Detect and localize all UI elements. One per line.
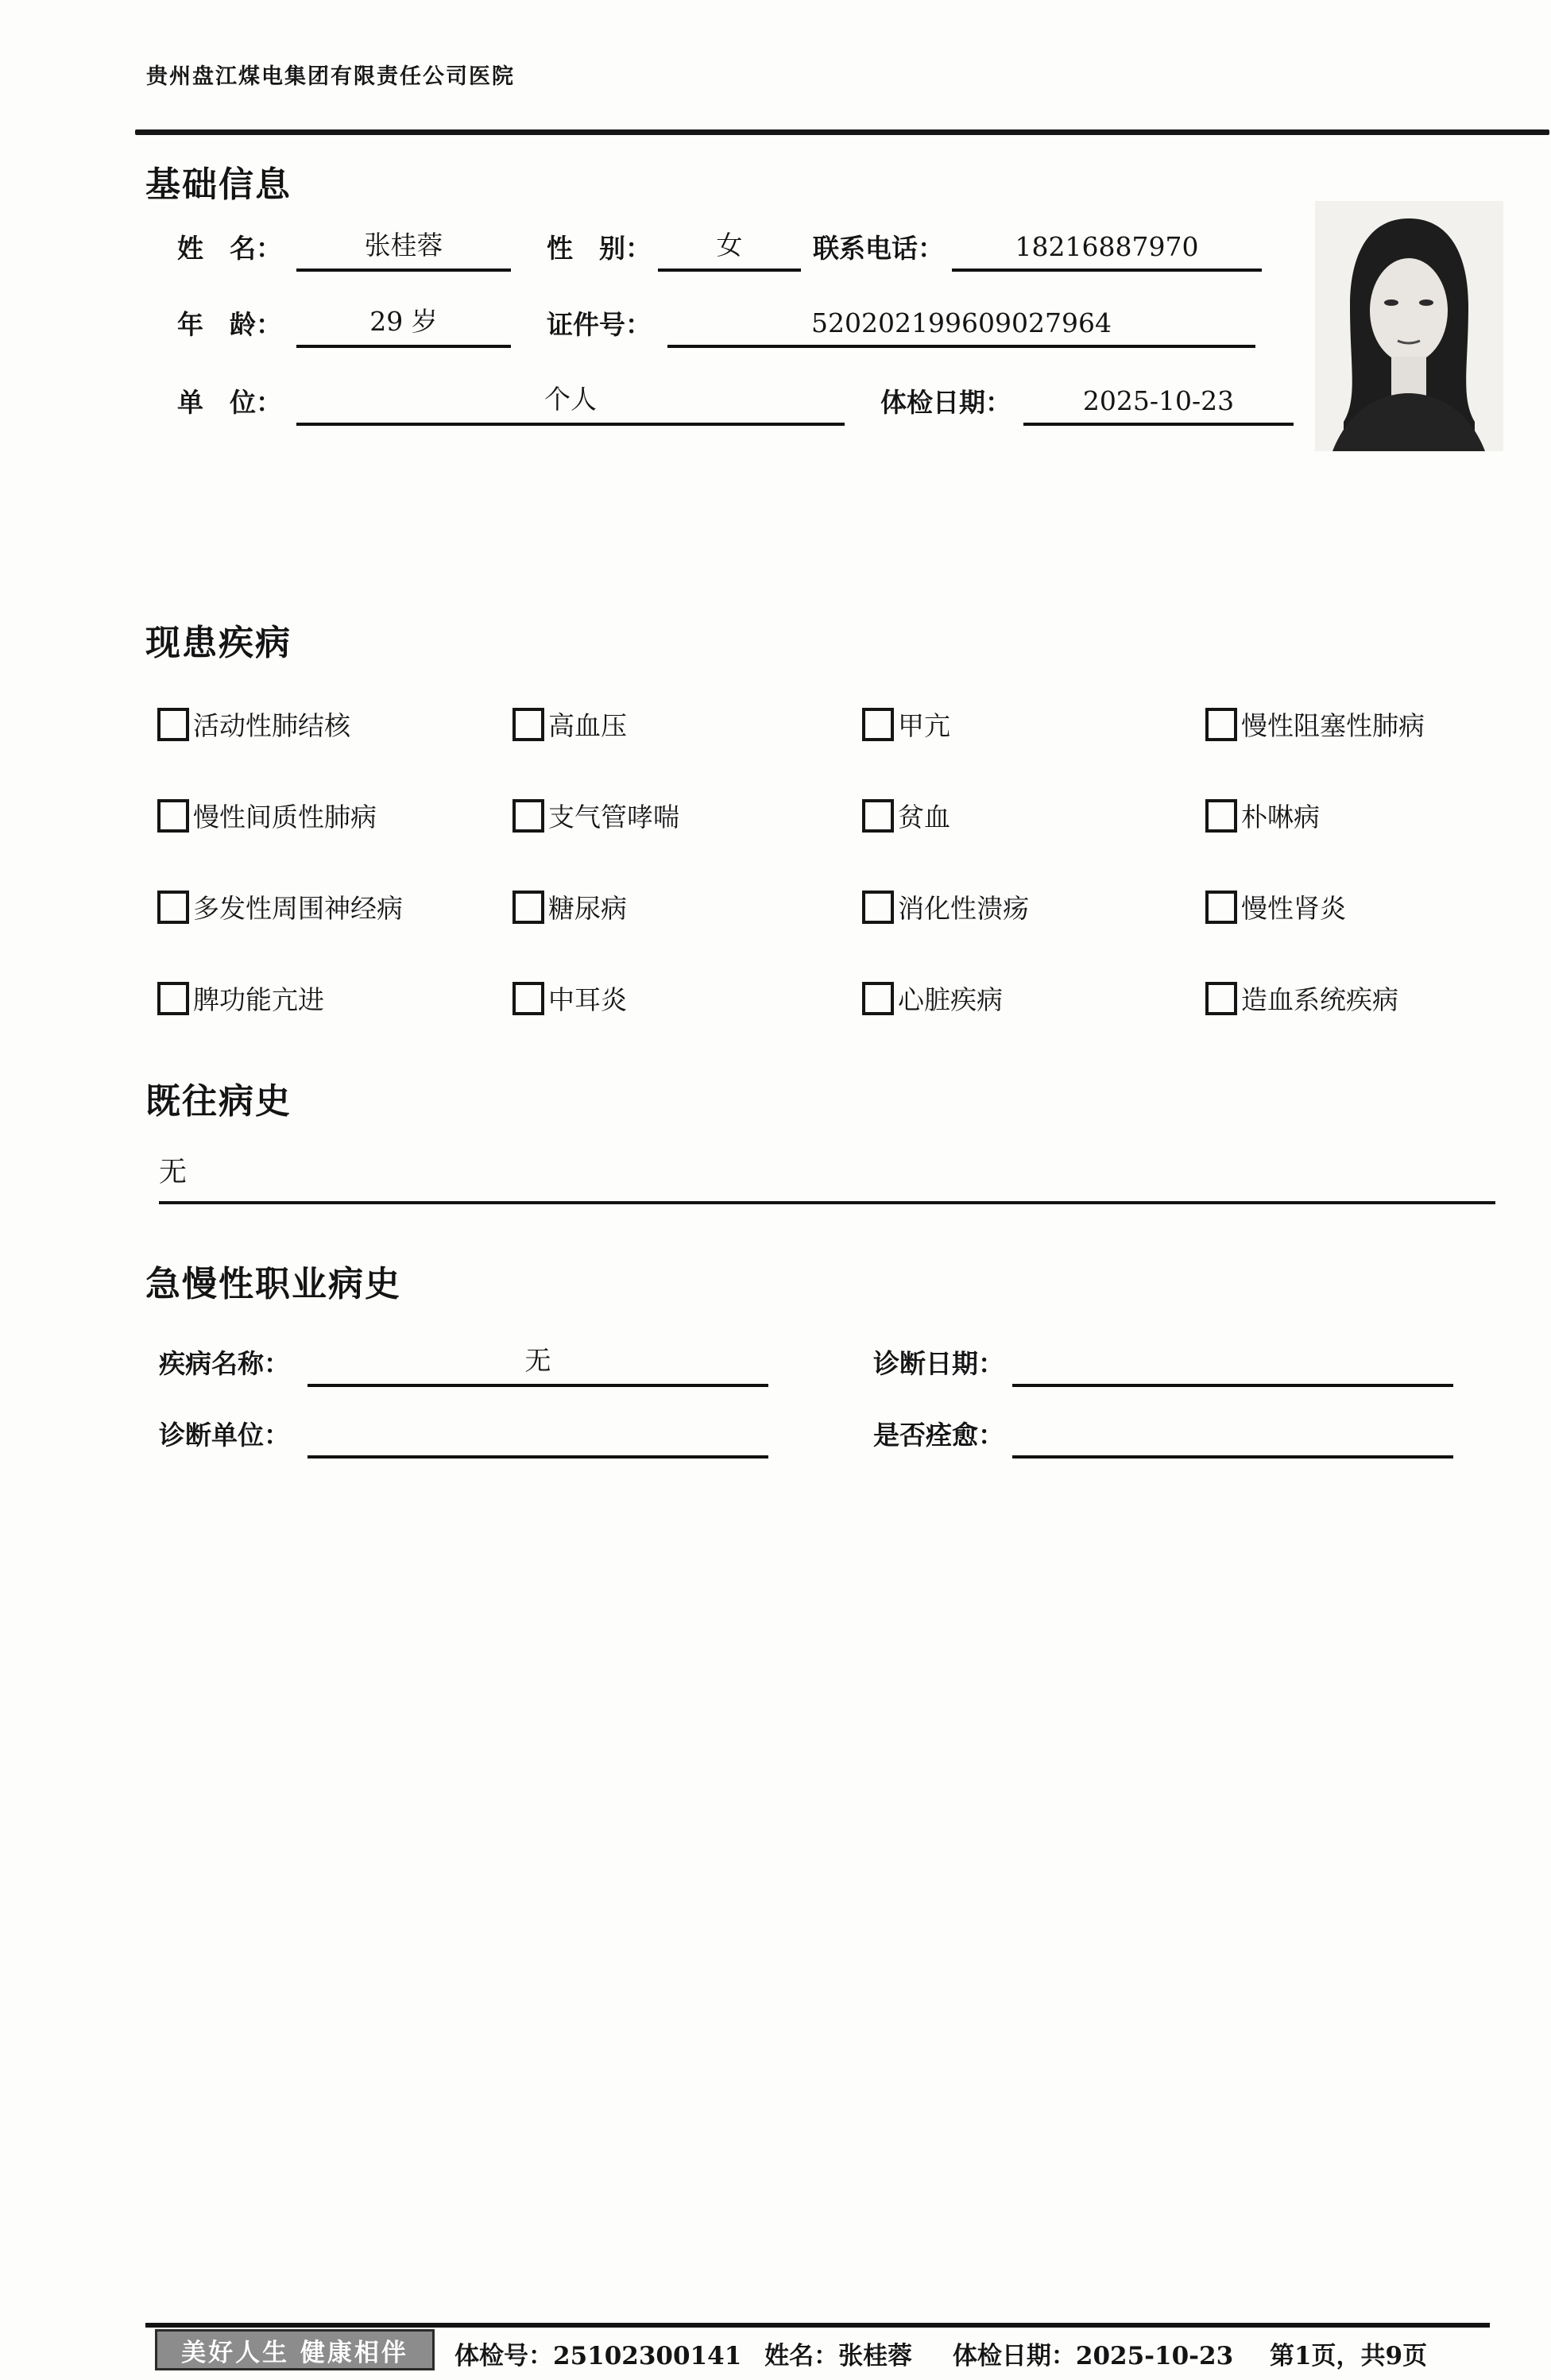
diagnosis-date-label: 诊断日期： <box>873 1348 1004 1379</box>
id-number-label: 证件号： <box>547 309 652 340</box>
disease-label: 中耳炎 <box>548 984 627 1015</box>
past-history-value: 无 <box>159 1157 188 1188</box>
occupational-row-1 <box>145 1341 1502 1387</box>
checkbox-icon[interactable] <box>157 891 189 924</box>
disease-item <box>862 797 1205 834</box>
section-title-current-diseases: 现患疾病 <box>145 623 292 663</box>
disease-item <box>1205 888 1511 925</box>
age-value: 29 岁 <box>296 301 511 348</box>
disease-item <box>1205 705 1511 743</box>
recovered-label: 是否痊愈： <box>873 1420 1004 1451</box>
checkbox-icon[interactable] <box>512 982 544 1015</box>
disease-label: 脾功能亢进 <box>193 984 324 1015</box>
disease-label: 糖尿病 <box>548 893 627 924</box>
checkbox-icon[interactable] <box>157 708 189 741</box>
diagnosis-unit-value <box>307 1449 768 1459</box>
disease-row-4 <box>157 979 1511 1017</box>
footer-slogan-badge: 美好人生 健康相伴 <box>155 2329 435 2370</box>
disease-label: 甲亢 <box>898 710 950 741</box>
basic-info-row-2 <box>145 300 1502 348</box>
disease-name-value: 无 <box>307 1340 768 1387</box>
disease-item <box>512 705 862 743</box>
checkbox-icon[interactable] <box>1205 982 1237 1015</box>
checkbox-icon[interactable] <box>1205 891 1237 924</box>
diagnosis-date-value <box>1012 1377 1453 1387</box>
disease-label: 贫血 <box>898 802 950 833</box>
unit-value: 个人 <box>296 379 845 426</box>
disease-item <box>512 888 862 925</box>
disease-label: 支气管哮喘 <box>548 802 679 833</box>
checkbox-icon[interactable] <box>512 708 544 741</box>
gender-value: 女 <box>658 225 801 272</box>
disease-label: 慢性阻塞性肺病 <box>1241 710 1425 741</box>
phone-value: 18216887970 <box>952 231 1262 272</box>
disease-label: 朴啉病 <box>1241 802 1320 833</box>
disease-label: 高血压 <box>548 710 627 741</box>
id-number-value: 520202199609027964 <box>667 307 1255 348</box>
disease-item <box>862 888 1205 925</box>
disease-label: 消化性溃疡 <box>898 893 1029 924</box>
disease-item <box>512 979 862 1017</box>
disease-row-2 <box>157 797 1511 834</box>
disease-item <box>157 797 512 834</box>
checkbox-icon[interactable] <box>512 891 544 924</box>
checkbox-icon[interactable] <box>862 799 894 833</box>
disease-item <box>862 705 1205 743</box>
hospital-name: 贵州盘江煤电集团有限责任公司医院 <box>146 64 515 89</box>
section-title-occupational-history: 急慢性职业病史 <box>145 1264 401 1304</box>
disease-label: 活动性肺结核 <box>193 710 350 741</box>
basic-info-row-1 <box>145 224 1502 272</box>
footer-exam-no: 体检号：25102300141 <box>454 2342 742 2370</box>
checkbox-icon[interactable] <box>157 799 189 833</box>
section-title-past-history: 既往病史 <box>145 1081 292 1122</box>
checkbox-icon[interactable] <box>862 891 894 924</box>
disease-label: 慢性肾炎 <box>1241 893 1346 924</box>
disease-item <box>157 705 512 743</box>
exam-date-value: 2025-10-23 <box>1023 385 1294 426</box>
checkbox-icon[interactable] <box>862 708 894 741</box>
footer-page-info: 第1页，共9页 <box>1269 2342 1428 2370</box>
footer-date: 体检日期：2025-10-23 <box>952 2342 1234 2370</box>
basic-info-row-3 <box>145 378 1502 426</box>
exam-date-label: 体检日期： <box>880 387 1011 418</box>
diagnosis-unit-label: 诊断单位： <box>159 1420 290 1451</box>
disease-name-label: 疾病名称： <box>159 1348 290 1379</box>
disease-item <box>512 797 862 834</box>
section-title-basic-info: 基础信息 <box>145 164 292 205</box>
disease-item <box>157 979 512 1017</box>
disease-label: 心脏疾病 <box>898 984 1003 1015</box>
checkbox-icon[interactable] <box>157 982 189 1015</box>
gender-label: 性 别： <box>547 233 652 264</box>
disease-row-1 <box>157 705 1511 743</box>
checkbox-icon[interactable] <box>512 799 544 833</box>
disease-label: 慢性间质性肺病 <box>193 802 377 833</box>
disease-item <box>1205 979 1511 1017</box>
disease-label: 多发性周围神经病 <box>193 893 403 924</box>
phone-label: 联系电话： <box>813 233 944 264</box>
disease-item <box>862 979 1205 1017</box>
footer-info <box>454 2336 1427 2371</box>
checkbox-icon[interactable] <box>1205 708 1237 741</box>
checkbox-icon[interactable] <box>862 982 894 1015</box>
disease-label: 造血系统疾病 <box>1241 984 1398 1015</box>
id-photo <box>1315 201 1503 451</box>
disease-item <box>157 888 512 925</box>
disease-row-3 <box>157 888 1511 925</box>
age-label: 年 龄： <box>177 309 282 340</box>
disease-item <box>1205 797 1511 834</box>
header-divider <box>135 129 1549 135</box>
footer-name: 姓名：张桂蓉 <box>764 2342 913 2370</box>
footer-divider <box>145 2323 1490 2328</box>
checkbox-icon[interactable] <box>1205 799 1237 833</box>
occupational-row-2 <box>145 1412 1502 1459</box>
name-value: 张桂蓉 <box>296 225 511 272</box>
unit-label: 单 位： <box>177 387 282 418</box>
name-label: 姓 名： <box>177 233 282 264</box>
recovered-value <box>1012 1449 1453 1459</box>
past-history-underline <box>159 1201 1495 1204</box>
